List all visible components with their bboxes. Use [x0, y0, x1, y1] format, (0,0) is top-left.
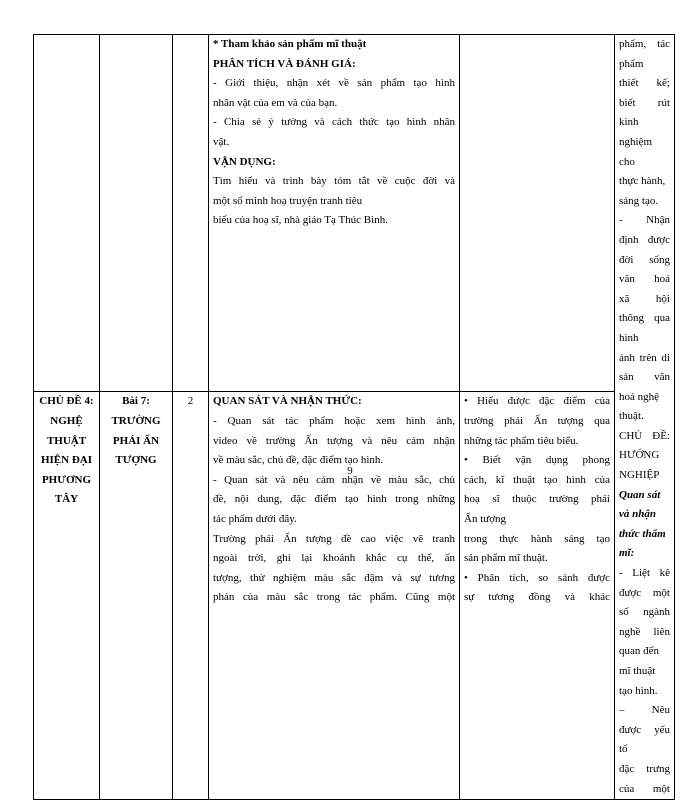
table-row [34, 392, 675, 800]
row1-topic-cell [34, 35, 100, 392]
text-line: đời sống văn hoá [619, 253, 670, 286]
periods-cell [173, 392, 209, 800]
text-line: quan đến mĩ thuật [619, 645, 660, 677]
text-line: sản phẩm mĩ thuật. [464, 552, 548, 565]
text-line: • Hiểu được đặc điểm của [464, 395, 610, 408]
text-line: kinh nghiệm cho [619, 116, 652, 168]
row1-activities-cell [209, 35, 460, 392]
text-line: - Quan sát và nêu cảm nhận về màu sắc, chủ [213, 473, 455, 486]
text-line: • Biết vận dụng phong [464, 454, 610, 467]
activities-cell [209, 392, 460, 800]
text-line: QUAN SÁT VÀ NHẬN THỨC: [213, 395, 362, 408]
text-line: trong thực hành sáng tạo [464, 532, 610, 545]
text-line: về màu sắc, chủ đề, đặc điểm tạo hình. [213, 454, 384, 467]
row1-periods-cell [173, 35, 209, 392]
text-line: phản của màu sắc trong tác phẩm. Cũng một [213, 591, 455, 604]
text-line: sáng tạo. [619, 194, 659, 207]
text-line: TƯỢNG [115, 454, 157, 467]
text-line: CHỦ ĐỀ 4: [39, 395, 94, 408]
text-line: - Giới thiệu, nhận xét về sản phẩm tạo hình [213, 77, 455, 90]
text-line: TÂY [54, 493, 79, 506]
text-line: HƯỚNG NGHIỆP [619, 449, 660, 482]
text-line: Bài 7: [122, 395, 150, 408]
text-line: biểu của hoạ sĩ, nhà giáo Tạ Thúc Bình. [213, 214, 388, 227]
topic-cell [34, 392, 100, 800]
text-line: Tìm hiểu và trình bày tóm tắt về cuộc đời và [213, 175, 455, 188]
text-line: VẬN DỤNG: [213, 155, 276, 168]
text-line: - Nhận định được [619, 214, 670, 246]
periods-value: 2 [187, 395, 194, 408]
text-line: hoạ sĩ thuộc trường phái [464, 493, 610, 506]
table-row [34, 35, 675, 392]
text-line: Ấn tượng [464, 512, 507, 525]
requirements-cell [615, 35, 675, 800]
text-line: - Quan sát tác phẩm hoặc xem hình ảnh, [213, 415, 455, 428]
text-line: tạo hình. [619, 684, 658, 697]
text-line: – Nêu được yếu tố [619, 704, 670, 756]
text-line: một số minh hoạ truyện tranh tiêu [213, 194, 363, 207]
text-line: vật. [213, 135, 230, 148]
text-line: PHƯƠNG [41, 473, 92, 486]
text-line: Trường phái Ấn tượng đề cao việc vẽ tranh [213, 532, 455, 545]
text-line: thiết kế; biết rút [619, 77, 670, 109]
text-line: thức thẩm mĩ: [619, 527, 666, 560]
text-line: trường phái Ấn tượng qua [464, 415, 610, 428]
text-line: PHÂN TÍCH VÀ ĐÁNH GIÁ: [213, 57, 356, 70]
text-line: nhân vật của em và của bạn. [213, 96, 338, 109]
text-line: video về trường Ấn tượng và nêu cảm nhận [213, 434, 455, 447]
text-line: TRƯỜNG [111, 415, 161, 428]
text-line: * Tham khảo sản phẩm mĩ thuật [213, 38, 367, 50]
row1-outcomes-cell [460, 35, 615, 392]
text-line: Quan sát và nhận [619, 488, 661, 521]
text-line: • Phân tích, so sánh được [464, 571, 610, 584]
text-line: NGHỆ [50, 415, 83, 428]
lesson-cell [100, 392, 173, 800]
text-line: tác phẩm dưới đây. [213, 512, 297, 525]
text-line: PHÁI ẤN [112, 434, 160, 447]
text-line: ảnh trên di sản văn [619, 351, 670, 384]
text-line: CHỦ ĐỀ: [619, 429, 670, 442]
text-line: - Liệt kê được một [619, 567, 670, 599]
text-line: đặc trưng của một [619, 762, 670, 795]
text-line: thực hành, [619, 175, 666, 188]
text-line: đề, nội dung, đặc điểm tạo hình trong những [213, 493, 455, 506]
text-line: THUẬT [46, 434, 87, 447]
text-line: - Chia sẻ ý tưởng và cách thức tạo hình nhân [213, 116, 455, 129]
text-line: HIỆN ĐẠI [40, 454, 93, 467]
text-line: phẩm, tác phẩm [619, 38, 670, 70]
text-line: những tác phẩm tiêu biểu. [464, 434, 579, 447]
text-line: sự tương đồng và khác [464, 591, 610, 604]
text-line: ngoài trời, ghi lại khoảnh khắc cụ thể, ấn [213, 552, 455, 565]
text-line: cách, kĩ thuật tạo hình của [464, 473, 610, 486]
outcomes-cell [460, 392, 615, 800]
page-number: 9 [347, 465, 353, 477]
text-line: xã hội thông qua [619, 292, 670, 325]
curriculum-table [33, 34, 675, 800]
text-line: hình [619, 331, 639, 344]
text-line: số ngành nghề liên [619, 606, 670, 638]
row1-lesson-cell [100, 35, 173, 392]
text-line: tượng, thử nghiệm màu sắc đậm và sự tương [213, 571, 455, 584]
text-line: hoá nghệ thuật. [619, 390, 660, 423]
